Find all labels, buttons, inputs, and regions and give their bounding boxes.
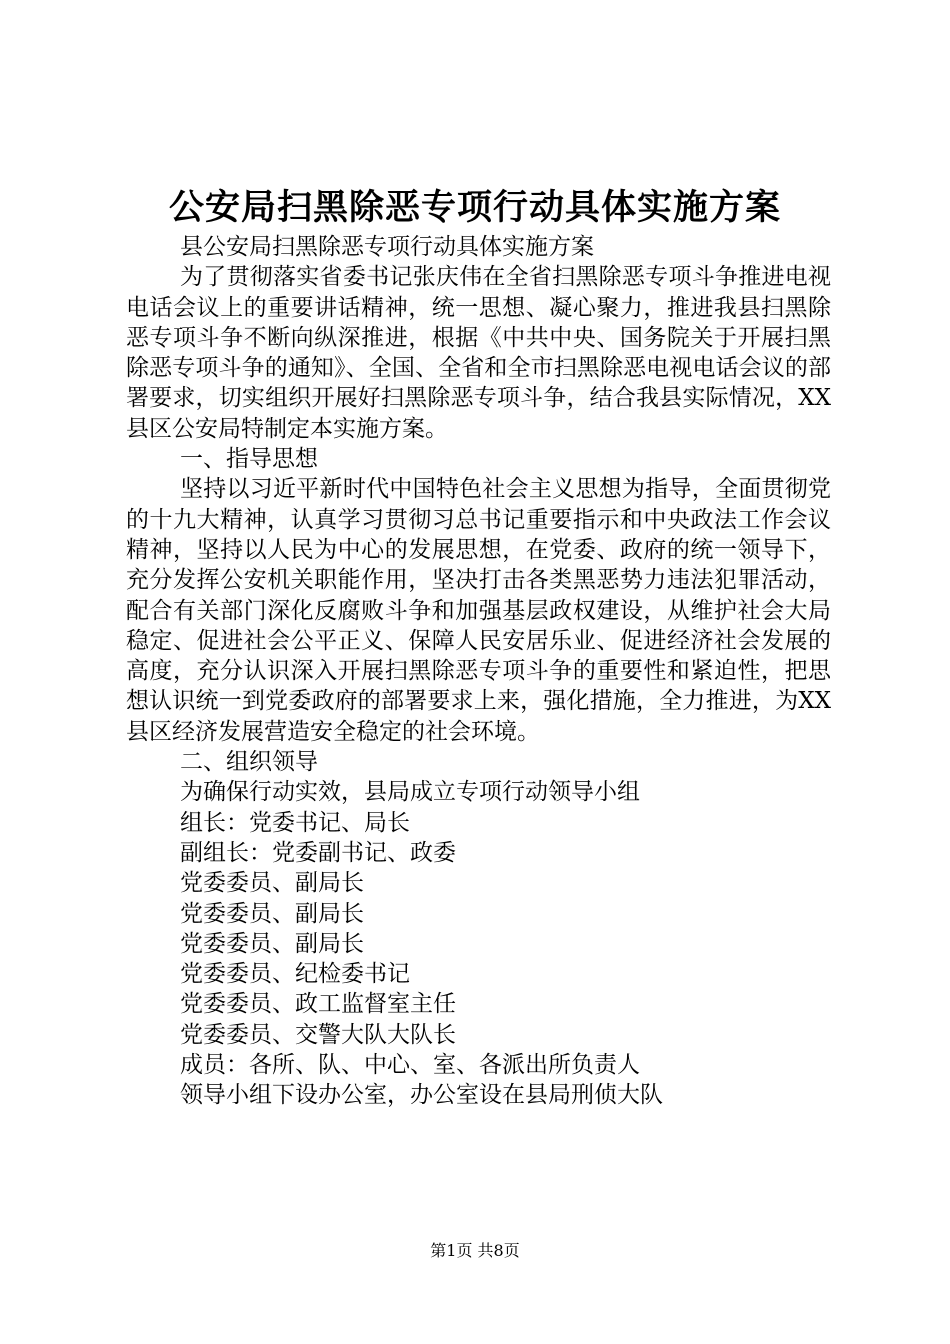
intro-paragraph: 为了贯彻落实省委书记张庆伟在全省扫黑除恶专项斗争推进电视电话会议上的重要讲话精神，统一思想、凝心聚力，推进我县扫黑除恶专项斗争不断向纵深推进，根据《中共中央、国务院关于开展扫黑除恶专项斗争的通知》、全国、全省和全市扫黑除恶电视电话会议的部署要求，切实组织开展好扫黑除恶专项斗争，结合我县实际情况，XX县区公安局特制定本实施方案。: [126, 264, 831, 442]
org-line: 领导小组下设办公室，办公室设在县局刑侦大队: [180, 1082, 663, 1109]
section-heading-organization: 二、组织领导: [180, 749, 318, 776]
org-line: 为确保行动实效，县局成立专项行动领导小组: [180, 779, 640, 806]
guiding-ideology-paragraph: 坚持以习近平新时代中国特色社会主义思想为指导，全面贯彻党的十九大精神，认真学习贯彻习总书记重要指示和中央政法工作会议精神，坚持以人民为中心的发展思想，在党委、政府的统一领导下，充分发挥公安机关职能作用，坚决打击各类黑恶势力违法犯罪活动，配合有关部门深化反腐败斗争和加强基层政权建设，从维护社会大局稳定、促进社会公平正义、保障人民安居乐业、促进经济社会发展的高度，充分认识深入开展扫黑除恶专项斗争的重要性和紧迫性，把思想认识统一到党委政府的部署要求上来，强化措施，全力推进，为XX县区经济发展营造安全稳定的社会环境。: [126, 476, 831, 745]
org-line: 党委委员、副局长: [180, 930, 364, 957]
org-line: 党委委员、副局长: [180, 870, 364, 897]
page-number-footer: 第1页 共8页: [430, 1241, 520, 1260]
org-line: 成员：各所、队、中心、室、各派出所负责人: [180, 1052, 640, 1079]
org-line: 副组长：党委副书记、政委: [180, 839, 456, 866]
org-line: 党委委员、交警大队大队长: [180, 1021, 456, 1048]
org-line: 党委委员、纪检委书记: [180, 961, 410, 988]
document-body: [126, 232, 831, 1111]
document-subtitle: 县公安局扫黑除恶专项行动具体实施方案: [180, 234, 594, 260]
section-heading-guiding-ideology: 一、指导思想: [180, 446, 318, 473]
org-line: 组长：党委书记、局长: [180, 809, 410, 836]
document-title: 公安局扫黑除恶专项行动具体实施方案: [168, 187, 781, 228]
org-line: 党委委员、副局长: [180, 900, 364, 927]
org-line: 党委委员、政工监督室主任: [180, 991, 456, 1018]
